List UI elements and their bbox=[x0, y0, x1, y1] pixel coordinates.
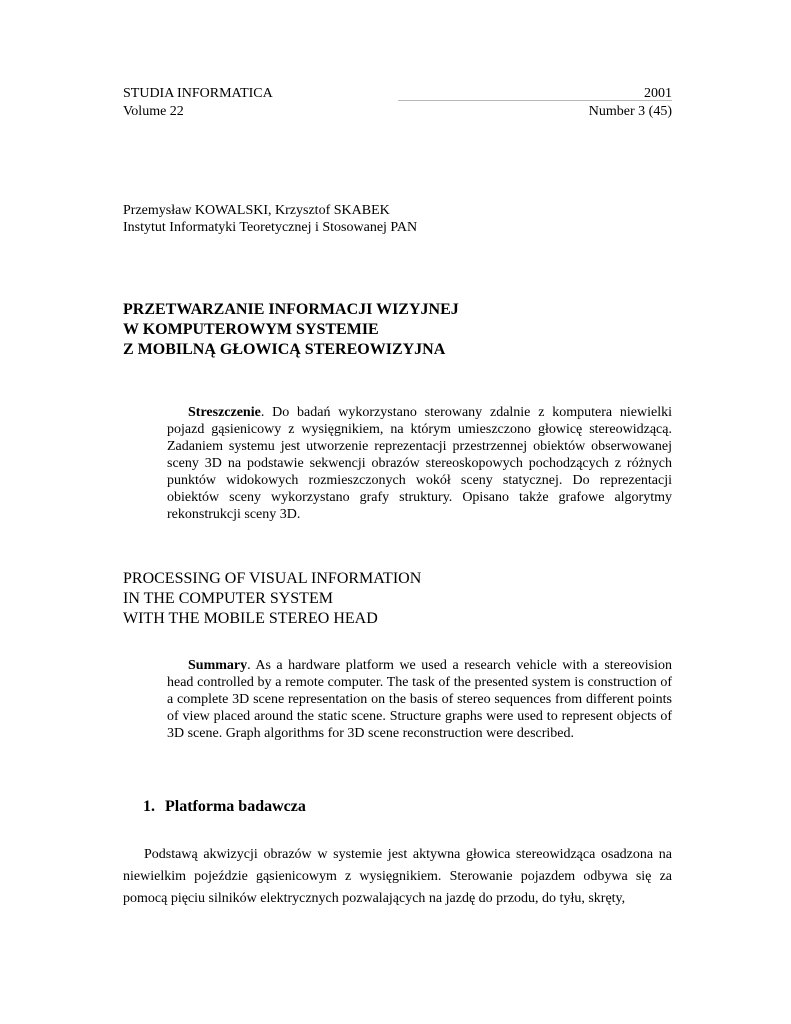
journal-volume: Volume 22 bbox=[123, 104, 184, 119]
header-rule bbox=[398, 100, 672, 101]
title-english bbox=[123, 569, 421, 629]
abstract-polish bbox=[167, 404, 672, 523]
authors: Przemysław KOWALSKI, Krzysztof SKABEK bbox=[123, 203, 390, 218]
title-english-line: WITH THE MOBILE STEREO HEAD bbox=[123, 610, 378, 627]
section-number: 1. bbox=[143, 798, 155, 815]
title-polish-line: PRZETWARZANIE INFORMACJI WIZYJNEJ bbox=[123, 301, 459, 318]
title-polish-line: W KOMPUTEROWYM SYSTEMIE bbox=[123, 321, 379, 338]
section-heading bbox=[143, 797, 306, 817]
abstract-english-text: . As a hardware platform we used a research vehicle with a stereovision head controlled by a remote computer. The task of the presented system is construction of a complete 3D scene representation on the basis of stereo sequences from different points of view placed around the static scene. Structure graphs were used to represent objects of 3D scene. Graph algorithms for 3D scene reconstruction were described. bbox=[167, 658, 672, 741]
abstract-english bbox=[167, 657, 672, 742]
journal-name: STUDIA INFORMATICA bbox=[123, 86, 273, 101]
section-title: Platforma badawcza bbox=[165, 798, 306, 815]
abstract-english-label: Summary bbox=[188, 658, 248, 673]
journal-number: Number 3 (45) bbox=[588, 104, 672, 119]
title-polish bbox=[123, 300, 459, 360]
title-english-line: PROCESSING OF VISUAL INFORMATION bbox=[123, 570, 422, 587]
abstract-polish-label: Streszczenie bbox=[188, 405, 261, 420]
title-english-line: IN THE COMPUTER SYSTEM bbox=[123, 590, 333, 607]
affiliation: Instytut Informatyki Teoretycznej i Stosowanej PAN bbox=[123, 220, 418, 235]
title-polish-line: Z MOBILNĄ GŁOWICĄ STEREOWIZYJNA bbox=[123, 341, 446, 358]
journal-year: 2001 bbox=[644, 86, 672, 101]
abstract-polish-text: . Do badań wykorzystano sterowany zdalnie z komputera niewielki pojazd gąsienicowy z wysięgnikiem, na którym umieszczono głowicę stereowidzącą. Zadaniem systemu jest utworzenie reprezentacji przestrzennej obiektów obserwowanej sceny 3D na podstawie sekwencji obrazów stereoskopowych pochodzących z różnych punktów widokowych rozmieszczonych wokół sceny statycznej. Do reprezentacji obiektów sceny wykorzystano grafy struktury. Opisano także grafowe algorytmy rekonstrukcji sceny 3D. bbox=[167, 405, 672, 522]
body-paragraph bbox=[123, 844, 672, 910]
body-paragraph-text: Podstawą akwizycji obrazów w systemie jest aktywna głowica stereowidząca osadzona na niewielkim pojeździe gąsienicowym z wysięgnikiem. Sterowanie pojazdem odbywa się za pomocą pięciu silników elektrycznych pozwalających na jazdę do przodu, do tyłu, skręty, bbox=[123, 847, 672, 906]
